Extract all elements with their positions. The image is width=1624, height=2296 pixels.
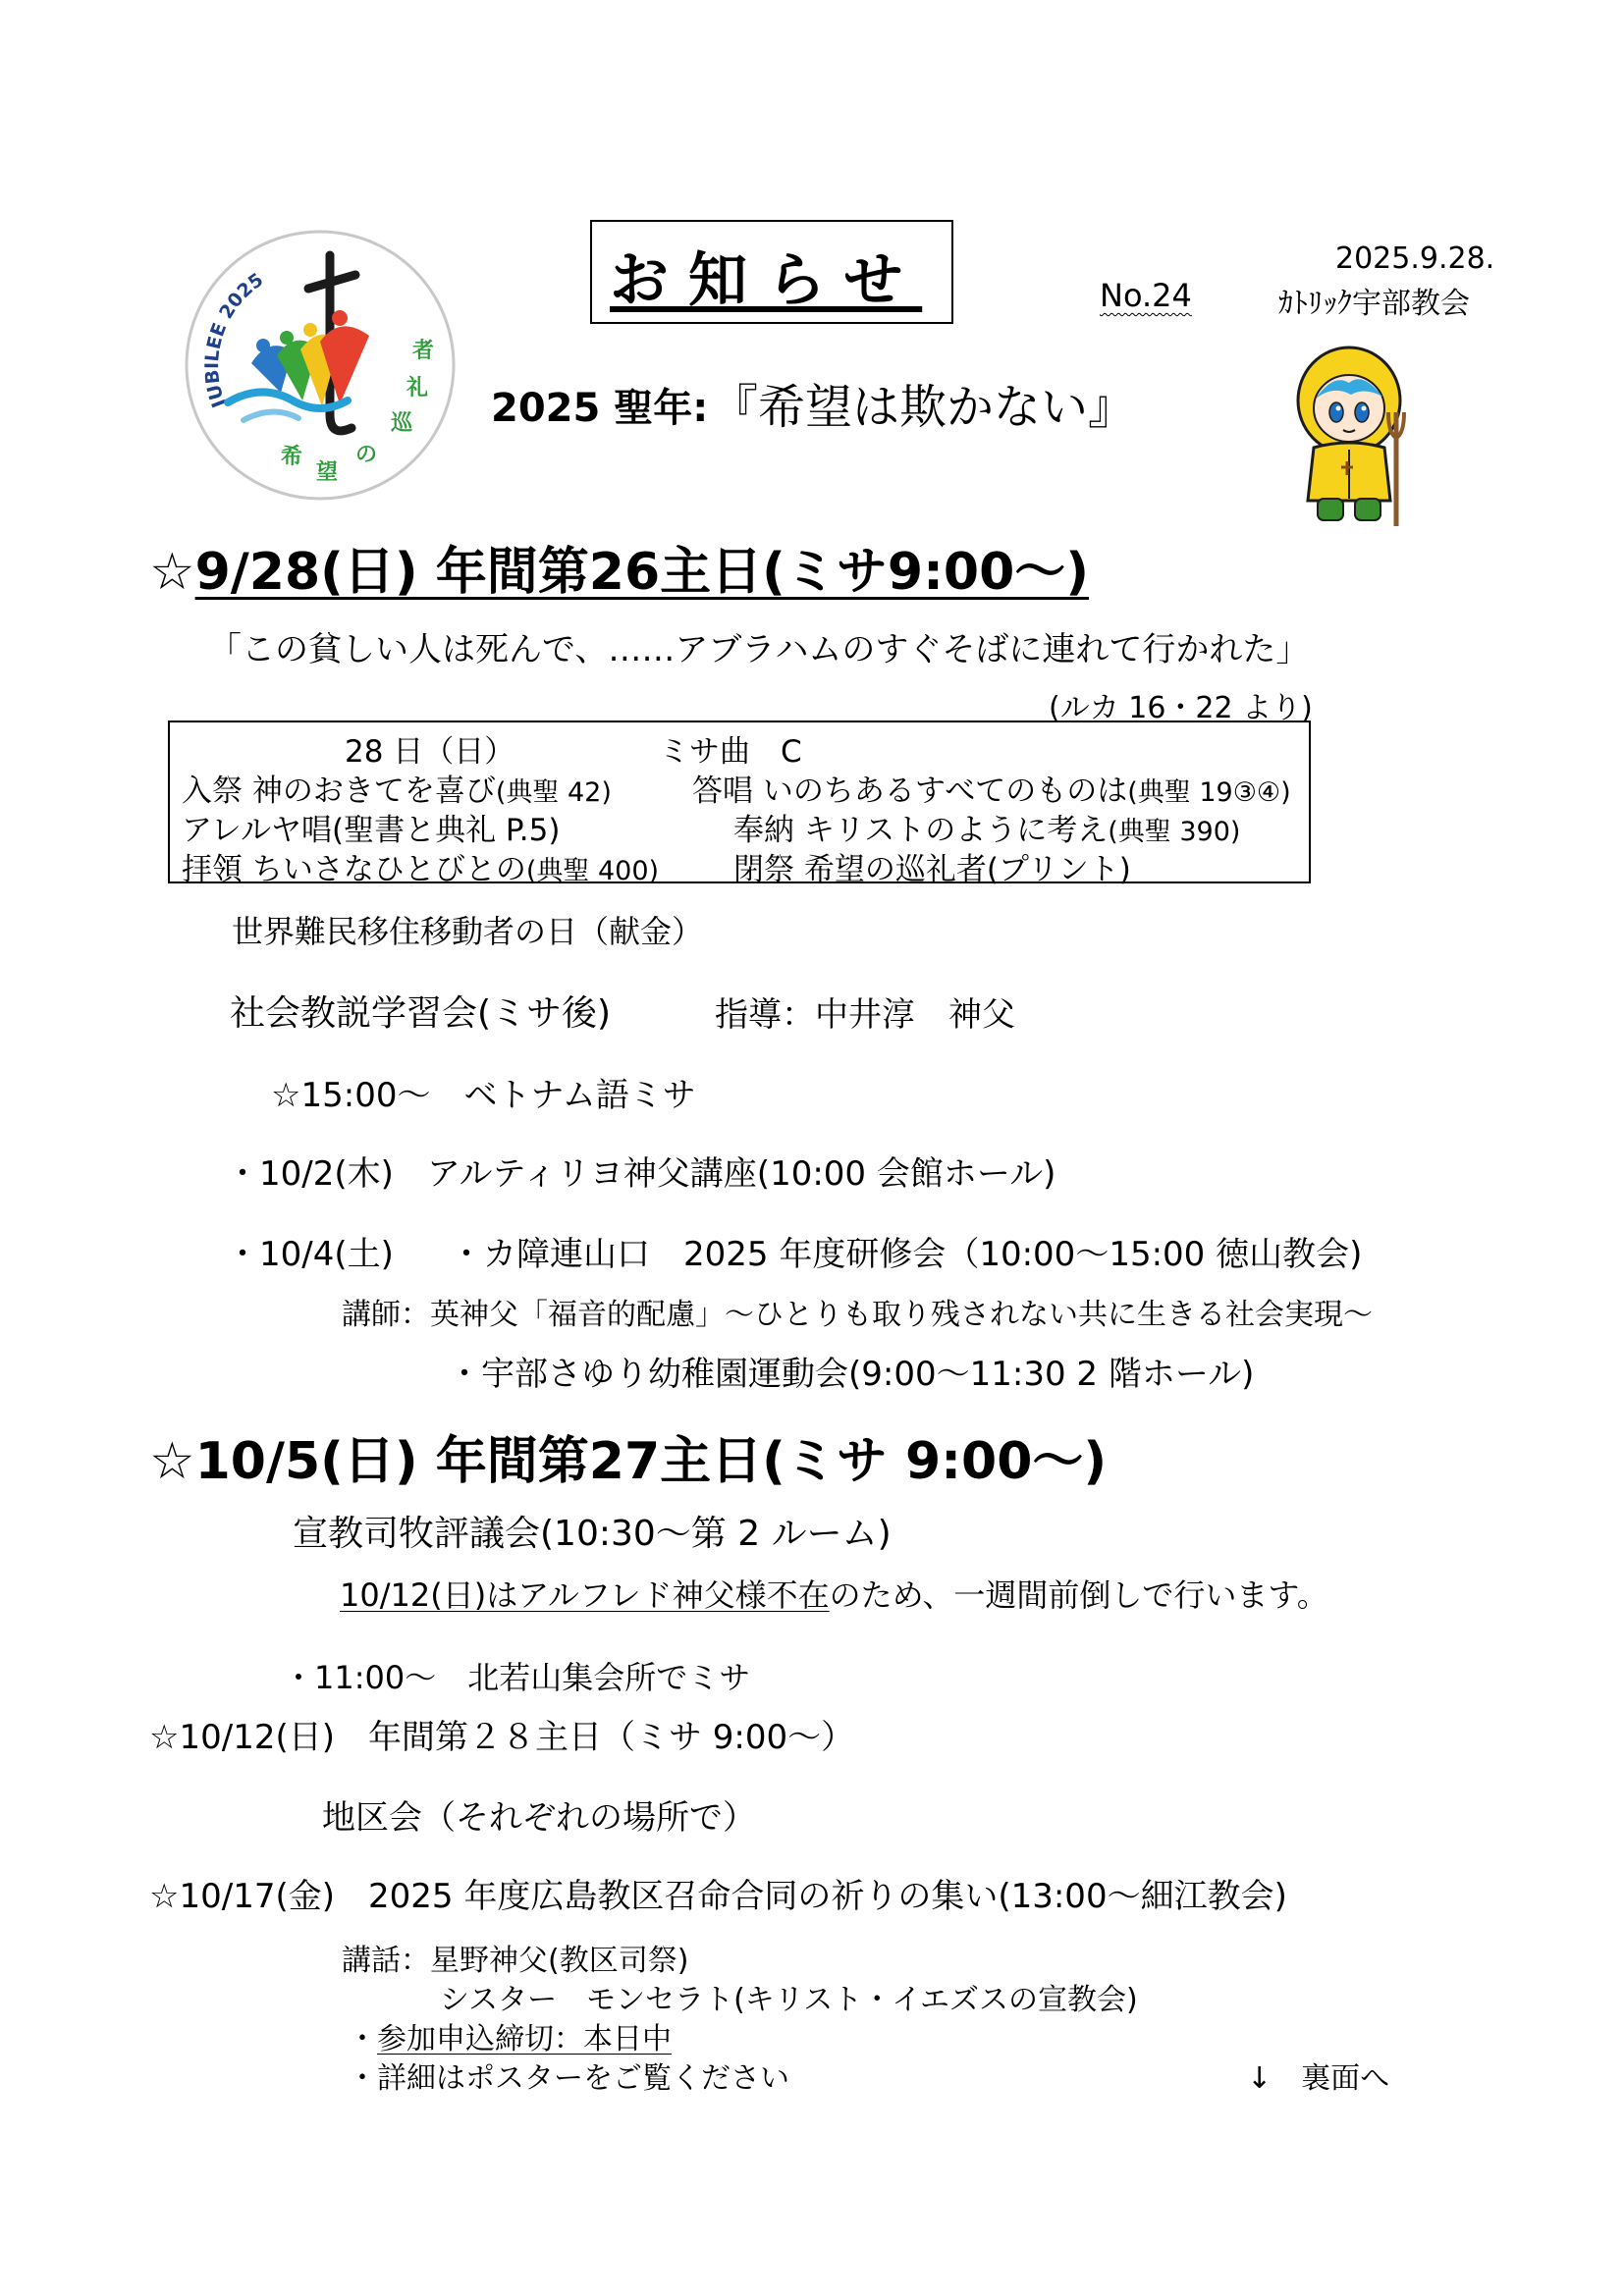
sep28-heading-text: 9/28(日) 年間第26主日(ミサ9:00～) xyxy=(194,543,1090,602)
hymn-recessional-title: 希望の巡礼者(プリント) xyxy=(803,852,1131,887)
vietnamese-mass: ☆15:00～ ベトナム語ミサ xyxy=(271,1076,696,1115)
continued-on-back: ↓ 裏面へ xyxy=(1247,2061,1390,2096)
sep28-heading xyxy=(149,530,1089,604)
oct5-heading xyxy=(149,1419,1107,1493)
hymn-recessional-label: 閉祭 xyxy=(733,852,794,887)
hymn-entrance-ref: (典聖 42) xyxy=(495,777,612,808)
event-oct4-date: ・10/4(土) xyxy=(226,1235,394,1274)
logo-char-1: 希 xyxy=(281,445,303,469)
issue-date: 2025.9.28. xyxy=(1335,241,1495,276)
hymn-alleluia: アレルヤ唱(聖書と典礼 P.5) xyxy=(182,813,561,848)
logo-char-4: 巡 xyxy=(391,411,413,436)
oct17-deadline xyxy=(348,2014,672,2057)
hymn-table xyxy=(168,721,1311,887)
pastoral-council: 宣教司牧評議会(10:30～第 2 ルーム) xyxy=(293,1514,892,1554)
jubilee-prefix: 2025 聖年: xyxy=(491,386,709,431)
hymn-entrance-title: 神のおきてを喜び xyxy=(251,774,496,809)
hymn-offertory-title: キリストのように考え xyxy=(803,813,1109,848)
council-note-rest: のため、一週間前倒しで行います。 xyxy=(829,1576,1328,1614)
oct17-speaker-2: シスター モンセラト(キリスト・イエズスの宣教会) xyxy=(440,1983,1138,2017)
logo-char-6: 者 xyxy=(412,339,435,363)
hymn-psalm-label: 答唱 xyxy=(692,774,753,809)
event-oct4-sports-day: ・宇部さゆり幼稚園運動会(9:00～11:30 2 階ホール) xyxy=(448,1355,1255,1394)
logo-char-5: 礼 xyxy=(406,376,429,400)
hymn-psalm-title: いのちあるすべてのものは xyxy=(762,774,1128,809)
council-note-underlined: 10/12(日)はアルフレド神父様不在 xyxy=(340,1576,830,1614)
hymn-recessional xyxy=(733,844,1131,888)
hymn-mass-setting: ミサ曲 C xyxy=(659,734,802,770)
pilgrim-mascot-icon xyxy=(1294,344,1412,530)
event-oct2: ・10/2(木) アルティリヨ神父講座(10:00 会館ホール) xyxy=(226,1154,1056,1194)
oct17-speaker-1: 講話：星野神父(教区司祭) xyxy=(342,1944,689,1978)
title-box xyxy=(590,220,953,324)
study-session: 社会教説学習会(ミサ後) xyxy=(230,993,612,1034)
deadline-bullet: ・ xyxy=(348,2022,377,2056)
gospel-source: (ルカ 16・22 より) xyxy=(1049,691,1313,725)
church-name: ｶﾄﾘｯｸ宇部教会 xyxy=(1278,287,1470,321)
event-oct4-seminar: ・カ障連山口 2025 年度研修会（10:00～15:00 徳山教会) xyxy=(450,1235,1363,1274)
council-note xyxy=(340,1571,1328,1616)
oct17-poster-note: ・詳細はポスターをご覧ください xyxy=(348,2061,789,2096)
hymn-entrance-label: 入祭 xyxy=(182,774,243,809)
hymn-communion-title: ちいさなひとびとの xyxy=(251,852,526,887)
logo-arc-text: JUBILEE 2025 xyxy=(200,268,268,411)
jubilee-logo xyxy=(183,228,458,503)
page-title: お知らせ xyxy=(610,246,923,315)
hymn-psalm xyxy=(692,766,1291,810)
logo-char-2: 望 xyxy=(316,460,339,485)
event-oct4-speaker: 講師：英神父「福音的配慮」～ひとりも取り残されない共に生きる社会実現～ xyxy=(342,1298,1373,1332)
oct5-heading-star: ☆ xyxy=(149,1432,195,1491)
kitawakayama-mass: ・11:00～ 北若山集会所でミサ xyxy=(283,1659,751,1696)
oct17-heading: ☆10/17(金) 2025 年度広島教区召命合同の祈りの集い(13:00～細江教会) xyxy=(149,1877,1287,1916)
district-meeting: 地区会（それぞれの場所で） xyxy=(322,1798,756,1838)
hymn-communion xyxy=(182,844,659,888)
logo-char-3: の xyxy=(355,443,378,467)
hymn-day: 28 日（日） xyxy=(345,734,515,770)
hymn-communion-ref: (典聖 400) xyxy=(525,856,660,886)
study-leader: 指導：中井淳 神父 xyxy=(715,995,1015,1035)
issue-number: No.24 xyxy=(1100,277,1192,314)
oct5-heading-text: 10/5(日) 年間第27主日(ミサ 9:00～) xyxy=(194,1432,1108,1491)
hymn-offertory xyxy=(733,805,1240,849)
jubilee-theme: 『希望は欺かない』 xyxy=(711,380,1136,435)
hymn-offertory-ref: (典聖 390) xyxy=(1108,817,1241,847)
gospel-quote: 「この貧しい人は死んで、……アブラハムのすぐそばに連れて行かれた」 xyxy=(208,630,1310,669)
hymn-offertory-label: 奉納 xyxy=(733,813,794,848)
oct12-heading: ☆10/12(日) 年間第２８主日（ミサ 9:00～） xyxy=(149,1718,855,1757)
hymn-communion-label: 拝領 xyxy=(182,852,243,887)
deadline-text: 参加申込締切：本日中 xyxy=(377,2022,672,2056)
sep28-heading-star: ☆ xyxy=(149,543,195,602)
hymn-psalm-ref: (典聖 19③④) xyxy=(1127,777,1291,808)
hymn-entrance xyxy=(182,766,612,810)
refugee-day: 世界難民移住移動者の日（献金） xyxy=(232,913,704,950)
